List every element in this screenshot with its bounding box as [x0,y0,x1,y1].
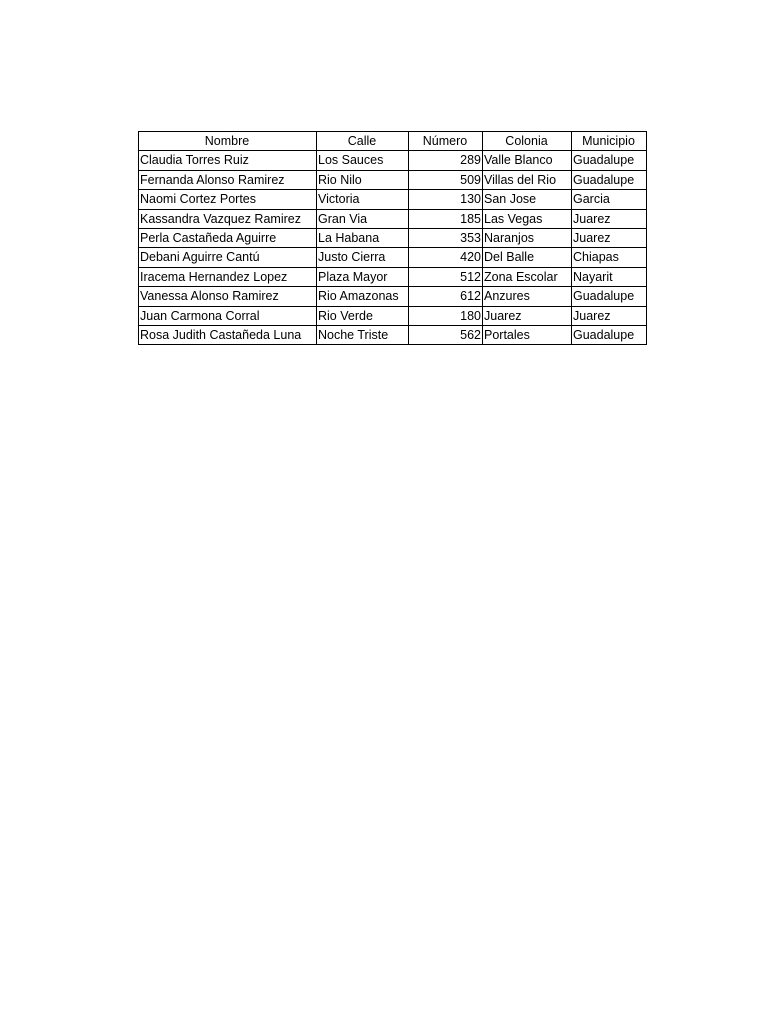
address-table [138,131,647,345]
cell-nombre: Rosa Judith Castañeda Luna [139,326,317,345]
cell-colonia: Valle Blanco [483,151,572,170]
cell-colonia: Anzures [483,287,572,306]
cell-numero: 509 [409,170,483,189]
cell-numero: 353 [409,229,483,248]
cell-calle: Justo Cierra [317,248,409,267]
header-calle: Calle [317,132,409,151]
cell-municipio: Juarez [572,306,647,325]
cell-nombre: Iracema Hernandez Lopez [139,267,317,286]
table-row [139,151,647,170]
cell-nombre: Naomi Cortez Portes [139,190,317,209]
cell-numero: 612 [409,287,483,306]
cell-municipio: Nayarit [572,267,647,286]
cell-calle: Rio Verde [317,306,409,325]
header-row [139,132,647,151]
table-row [139,287,647,306]
cell-colonia: San Jose [483,190,572,209]
cell-calle: Rio Nilo [317,170,409,189]
cell-colonia: Portales [483,326,572,345]
cell-colonia: Naranjos [483,229,572,248]
cell-municipio: Guadalupe [572,326,647,345]
cell-numero: 289 [409,151,483,170]
header-numero: Número [409,132,483,151]
cell-nombre: Vanessa Alonso Ramirez [139,287,317,306]
spreadsheet-page [138,131,646,345]
cell-numero: 180 [409,306,483,325]
cell-municipio: Juarez [572,209,647,228]
header-municipio: Municipio [572,132,647,151]
cell-municipio: Garcia [572,190,647,209]
cell-nombre: Claudia Torres Ruiz [139,151,317,170]
cell-municipio: Guadalupe [572,170,647,189]
cell-nombre: Juan Carmona Corral [139,306,317,325]
cell-calle: Plaza Mayor [317,267,409,286]
cell-colonia: Del Balle [483,248,572,267]
cell-numero: 130 [409,190,483,209]
cell-calle: Los Sauces [317,151,409,170]
cell-calle: Victoria [317,190,409,209]
cell-calle: Gran Via [317,209,409,228]
cell-colonia: Juarez [483,306,572,325]
cell-nombre: Debani Aguirre Cantú [139,248,317,267]
cell-calle: Noche Triste [317,326,409,345]
cell-municipio: Chiapas [572,248,647,267]
cell-calle: Rio Amazonas [317,287,409,306]
table-row [139,326,647,345]
table-row [139,170,647,189]
cell-municipio: Guadalupe [572,287,647,306]
header-colonia: Colonia [483,132,572,151]
cell-colonia: Las Vegas [483,209,572,228]
table-row [139,267,647,286]
cell-nombre: Fernanda Alonso Ramirez [139,170,317,189]
cell-municipio: Guadalupe [572,151,647,170]
cell-nombre: Kassandra Vazquez Ramirez [139,209,317,228]
table-row [139,248,647,267]
cell-nombre: Perla Castañeda Aguirre [139,229,317,248]
cell-numero: 562 [409,326,483,345]
header-nombre: Nombre [139,132,317,151]
table-row [139,190,647,209]
table-row [139,209,647,228]
cell-calle: La Habana [317,229,409,248]
table-row [139,306,647,325]
table-body [139,151,647,345]
cell-numero: 420 [409,248,483,267]
cell-numero: 185 [409,209,483,228]
cell-colonia: Zona Escolar [483,267,572,286]
cell-municipio: Juarez [572,229,647,248]
cell-numero: 512 [409,267,483,286]
cell-colonia: Villas del Rio [483,170,572,189]
table-row [139,229,647,248]
